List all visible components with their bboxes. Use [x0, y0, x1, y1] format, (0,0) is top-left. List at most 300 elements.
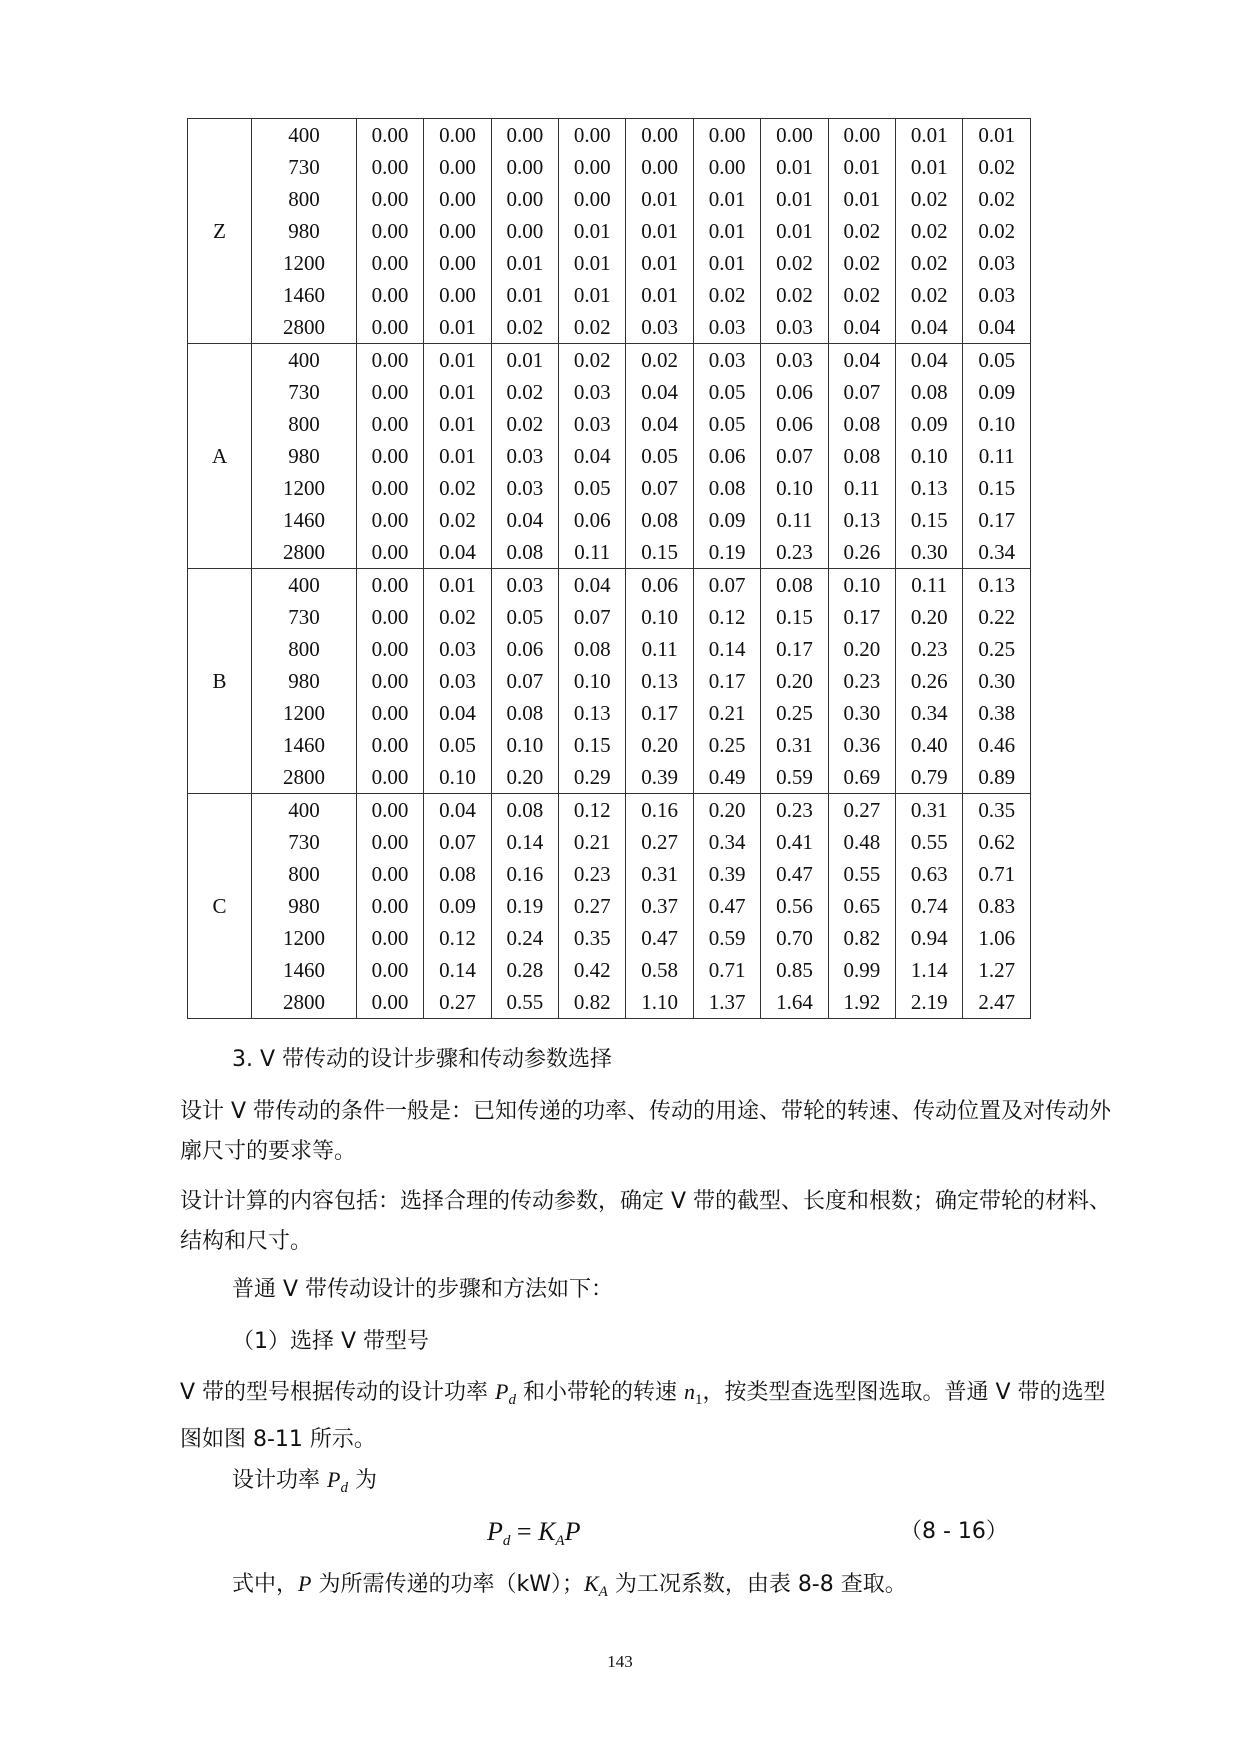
value-cell: 0.49: [693, 761, 760, 794]
table-row: [188, 119, 1031, 152]
value-cell: 0.00: [559, 183, 626, 215]
value-cell: 0.30: [963, 665, 1031, 697]
speed-cell: 2800: [252, 761, 357, 794]
value-cell: 0.55: [491, 986, 558, 1019]
speed-cell: 400: [252, 794, 357, 827]
value-cell: 0.04: [559, 569, 626, 602]
value-cell: 0.11: [896, 569, 963, 602]
table-row: [188, 344, 1031, 377]
value-cell: 0.02: [828, 215, 895, 247]
value-cell: 0.03: [963, 279, 1031, 311]
value-cell: 0.01: [424, 408, 491, 440]
table-row: [188, 665, 1031, 697]
value-cell: 0.74: [896, 890, 963, 922]
value-cell: 0.03: [693, 344, 760, 377]
value-cell: 0.00: [424, 279, 491, 311]
belt-type-cell: C: [188, 794, 252, 1019]
value-cell: 0.05: [491, 601, 558, 633]
value-cell: 0.00: [491, 215, 558, 247]
subheading-select-belt-type: （1）选择 V 带型号: [232, 1329, 430, 1354]
value-cell: 0.08: [761, 569, 828, 602]
value-cell: 0.00: [356, 890, 423, 922]
value-cell: 0.47: [626, 922, 693, 954]
value-cell: 0.05: [559, 472, 626, 504]
value-cell: 0.14: [693, 633, 760, 665]
value-cell: 0.05: [693, 408, 760, 440]
value-cell: 0.17: [963, 504, 1031, 536]
p7-text-a: 式中，: [232, 1572, 299, 1597]
value-cell: 0.00: [559, 151, 626, 183]
value-cell: 0.82: [828, 922, 895, 954]
value-cell: 0.00: [424, 247, 491, 279]
value-cell: 0.38: [963, 697, 1031, 729]
value-cell: 0.02: [559, 311, 626, 344]
value-cell: 0.00: [356, 954, 423, 986]
value-cell: 0.40: [896, 729, 963, 761]
p6-text-b: 为: [347, 1468, 377, 1493]
value-cell: 0.02: [963, 183, 1031, 215]
value-cell: 0.04: [896, 344, 963, 377]
p5-text-a: V 带的型号根据传动的设计功率: [180, 1380, 496, 1405]
value-cell: 0.23: [828, 665, 895, 697]
speed-cell: 800: [252, 858, 357, 890]
value-cell: 0.08: [491, 697, 558, 729]
speed-cell: 1460: [252, 729, 357, 761]
value-cell: 0.37: [626, 890, 693, 922]
value-cell: 0.02: [559, 344, 626, 377]
value-cell: 0.00: [626, 151, 693, 183]
table-row: [188, 408, 1031, 440]
value-cell: 0.20: [491, 761, 558, 794]
value-cell: 0.99: [828, 954, 895, 986]
value-cell: 0.10: [896, 440, 963, 472]
value-cell: 0.10: [626, 601, 693, 633]
value-cell: 0.39: [626, 761, 693, 794]
value-cell: 0.01: [963, 119, 1031, 152]
value-cell: 0.20: [693, 794, 760, 827]
value-cell: 0.34: [963, 536, 1031, 569]
table-row: [188, 633, 1031, 665]
value-cell: 0.04: [491, 504, 558, 536]
value-cell: 0.03: [424, 633, 491, 665]
value-cell: 0.00: [356, 376, 423, 408]
value-cell: 0.06: [761, 408, 828, 440]
value-cell: 0.00: [356, 794, 423, 827]
value-cell: 0.09: [693, 504, 760, 536]
table-row: [188, 729, 1031, 761]
value-cell: 0.11: [828, 472, 895, 504]
speed-cell: 1200: [252, 247, 357, 279]
value-cell: 0.00: [356, 665, 423, 697]
value-cell: 0.02: [896, 247, 963, 279]
speed-cell: 400: [252, 119, 357, 152]
value-cell: 0.20: [828, 633, 895, 665]
speed-cell: 730: [252, 376, 357, 408]
table-row: [188, 504, 1031, 536]
value-cell: 0.08: [424, 858, 491, 890]
value-cell: 0.06: [491, 633, 558, 665]
value-cell: 0.01: [828, 183, 895, 215]
value-cell: 0.02: [896, 183, 963, 215]
value-cell: 0.27: [559, 890, 626, 922]
paragraph-design-conditions: 设计 V 带传动的条件一般是：已知传递的功率、传动的用途、带轮的转速、传动位置及对传动外廓尺寸的要求等。: [180, 1099, 1112, 1164]
table-row: [188, 986, 1031, 1019]
value-cell: 0.69: [828, 761, 895, 794]
value-cell: 0.71: [963, 858, 1031, 890]
value-cell: 0.24: [491, 922, 558, 954]
value-cell: 0.01: [424, 311, 491, 344]
value-cell: 0.15: [559, 729, 626, 761]
value-cell: 0.17: [761, 633, 828, 665]
value-cell: 0.11: [963, 440, 1031, 472]
value-cell: 0.07: [693, 569, 760, 602]
value-cell: 0.03: [559, 408, 626, 440]
value-cell: 0.14: [491, 826, 558, 858]
value-cell: 0.00: [356, 858, 423, 890]
value-cell: 0.30: [828, 697, 895, 729]
value-cell: 0.01: [896, 119, 963, 152]
value-cell: 0.71: [693, 954, 760, 986]
value-cell: 0.01: [424, 569, 491, 602]
value-cell: 0.06: [559, 504, 626, 536]
value-cell: 0.23: [761, 794, 828, 827]
value-cell: 0.03: [693, 311, 760, 344]
value-cell: 0.34: [896, 697, 963, 729]
value-cell: 0.02: [491, 376, 558, 408]
value-cell: 0.08: [828, 408, 895, 440]
speed-cell: 2800: [252, 986, 357, 1019]
value-cell: 1.64: [761, 986, 828, 1019]
value-cell: 0.12: [559, 794, 626, 827]
value-cell: 0.00: [356, 504, 423, 536]
belt-type-cell: B: [188, 569, 252, 794]
value-cell: 0.15: [626, 536, 693, 569]
value-cell: 0.03: [424, 665, 491, 697]
belt-type-cell: Z: [188, 119, 252, 344]
value-cell: 0.11: [559, 536, 626, 569]
value-cell: 1.37: [693, 986, 760, 1019]
value-cell: 0.13: [626, 665, 693, 697]
paragraph-design-content: 设计计算的内容包括：选择合理的传动参数，确定 V 带的截型、长度和根数；确定带轮的材料、结构和尺寸。: [180, 1189, 1112, 1254]
table-row: [188, 601, 1031, 633]
value-cell: 0.00: [424, 151, 491, 183]
value-cell: 0.22: [963, 601, 1031, 633]
value-cell: 0.01: [693, 215, 760, 247]
table-row: [188, 826, 1031, 858]
value-cell: 0.00: [356, 536, 423, 569]
speed-cell: 980: [252, 665, 357, 697]
value-cell: 0.19: [491, 890, 558, 922]
value-cell: 0.05: [693, 376, 760, 408]
value-cell: 0.01: [626, 279, 693, 311]
table-row: [188, 279, 1031, 311]
speed-cell: 800: [252, 183, 357, 215]
value-cell: 0.65: [828, 890, 895, 922]
value-cell: 0.15: [761, 601, 828, 633]
value-cell: 0.36: [828, 729, 895, 761]
value-cell: 0.30: [896, 536, 963, 569]
value-cell: 0.03: [491, 569, 558, 602]
value-cell: 0.02: [424, 504, 491, 536]
value-cell: 0.19: [693, 536, 760, 569]
table-row: [188, 697, 1031, 729]
paragraph-design-power: [232, 1460, 377, 1508]
value-cell: 0.00: [828, 119, 895, 152]
value-cell: 0.00: [761, 119, 828, 152]
p6-text-a: 设计功率: [232, 1468, 327, 1493]
speed-cell: 2800: [252, 311, 357, 344]
value-cell: 0.03: [491, 440, 558, 472]
value-cell: 0.10: [828, 569, 895, 602]
value-cell: 0.70: [761, 922, 828, 954]
value-cell: 0.04: [424, 794, 491, 827]
value-cell: 0.00: [356, 183, 423, 215]
value-cell: 0.02: [761, 279, 828, 311]
value-cell: 0.04: [896, 311, 963, 344]
table-row: [188, 183, 1031, 215]
value-cell: 0.01: [491, 279, 558, 311]
value-cell: 0.05: [424, 729, 491, 761]
value-cell: 0.17: [828, 601, 895, 633]
value-cell: 0.89: [963, 761, 1031, 794]
value-cell: 0.00: [356, 344, 423, 377]
value-cell: 0.10: [491, 729, 558, 761]
table-row: [188, 536, 1031, 569]
p7-text-c: 为工况系数，由表 8-8 查取。: [607, 1572, 907, 1597]
value-cell: 0.01: [626, 247, 693, 279]
power-increment-table: [187, 118, 1031, 1019]
value-cell: 0.35: [963, 794, 1031, 827]
speed-cell: 1200: [252, 697, 357, 729]
speed-cell: 1460: [252, 954, 357, 986]
value-cell: 0.63: [896, 858, 963, 890]
table-row: [188, 247, 1031, 279]
speed-cell: 800: [252, 633, 357, 665]
belt-type-cell: A: [188, 344, 252, 569]
paragraph-formula-explanation: [232, 1564, 907, 1612]
p5-text-c: ，按类型查选型图选取。普通 V 带的选型图如图 8-11 所示。: [180, 1380, 1106, 1452]
value-cell: 0.00: [356, 119, 423, 152]
p5-text-b: 和小带轮的转速: [516, 1380, 684, 1405]
value-cell: 0.00: [356, 922, 423, 954]
value-cell: 0.04: [626, 376, 693, 408]
value-cell: 0.17: [693, 665, 760, 697]
value-cell: 0.04: [424, 536, 491, 569]
power-symbol: P: [298, 1571, 312, 1596]
value-cell: 0.04: [424, 697, 491, 729]
value-cell: 0.00: [356, 697, 423, 729]
value-cell: 0.03: [761, 311, 828, 344]
speed-cell: 1200: [252, 922, 357, 954]
value-cell: 0.13: [828, 504, 895, 536]
page-number: 143: [607, 1652, 633, 1671]
value-cell: 0.08: [693, 472, 760, 504]
value-cell: 0.03: [761, 344, 828, 377]
value-cell: 0.00: [356, 761, 423, 794]
speed-cell: 400: [252, 569, 357, 602]
speed-cell: 2800: [252, 536, 357, 569]
value-cell: 0.00: [356, 601, 423, 633]
value-cell: 0.41: [761, 826, 828, 858]
value-cell: 0.85: [761, 954, 828, 986]
value-cell: 0.17: [626, 697, 693, 729]
value-cell: 0.00: [356, 986, 423, 1019]
value-cell: 0.02: [896, 215, 963, 247]
value-cell: 0.23: [761, 536, 828, 569]
value-cell: 1.06: [963, 922, 1031, 954]
speed-cell: 730: [252, 601, 357, 633]
table-row: [188, 761, 1031, 794]
value-cell: 0.01: [828, 151, 895, 183]
speed-symbol: $n_1$: [684, 1379, 703, 1408]
value-cell: 0.01: [491, 247, 558, 279]
table-row: [188, 858, 1031, 890]
speed-cell: 980: [252, 890, 357, 922]
value-cell: 0.02: [828, 247, 895, 279]
section-heading: 3. V 带传动的设计步骤和传动参数选择: [232, 1047, 613, 1072]
value-cell: 0.47: [761, 858, 828, 890]
value-cell: 0.08: [828, 440, 895, 472]
design-power-symbol-2: $P_d$: [327, 1467, 348, 1496]
value-cell: 0.09: [963, 376, 1031, 408]
table-row: [188, 890, 1031, 922]
speed-cell: 730: [252, 151, 357, 183]
value-cell: 0.00: [356, 826, 423, 858]
value-cell: 0.55: [896, 826, 963, 858]
value-cell: 0.01: [559, 279, 626, 311]
value-cell: 0.31: [896, 794, 963, 827]
value-cell: 0.01: [626, 215, 693, 247]
value-cell: 0.00: [693, 151, 760, 183]
speed-cell: 980: [252, 215, 357, 247]
value-cell: 0.03: [491, 472, 558, 504]
value-cell: 0.00: [356, 729, 423, 761]
value-cell: 0.07: [559, 601, 626, 633]
value-cell: 0.01: [761, 151, 828, 183]
value-cell: 0.26: [828, 536, 895, 569]
value-cell: 0.10: [424, 761, 491, 794]
value-cell: 0.00: [559, 119, 626, 152]
paragraph-design-steps: 普通 V 带传动设计的步骤和方法如下：: [232, 1277, 614, 1302]
value-cell: 0.23: [896, 633, 963, 665]
value-cell: 0.27: [626, 826, 693, 858]
value-cell: 0.05: [963, 344, 1031, 377]
value-cell: 0.16: [491, 858, 558, 890]
speed-cell: 800: [252, 408, 357, 440]
value-cell: 2.19: [896, 986, 963, 1019]
value-cell: 0.00: [491, 151, 558, 183]
value-cell: 0.02: [693, 279, 760, 311]
value-cell: 0.00: [626, 119, 693, 152]
value-cell: 0.01: [896, 151, 963, 183]
value-cell: 1.27: [963, 954, 1031, 986]
value-cell: 0.13: [896, 472, 963, 504]
value-cell: 0.31: [626, 858, 693, 890]
value-cell: 0.00: [356, 440, 423, 472]
value-cell: 0.29: [559, 761, 626, 794]
table-row: [188, 794, 1031, 827]
value-cell: 0.00: [693, 119, 760, 152]
value-cell: 0.02: [491, 408, 558, 440]
value-cell: 0.01: [424, 440, 491, 472]
p7-text-b: 为所需传递的功率（kW）；: [311, 1572, 584, 1597]
value-cell: 0.59: [761, 761, 828, 794]
value-cell: 0.09: [424, 890, 491, 922]
formula-number: （8 - 16）: [900, 1519, 1008, 1544]
value-cell: 0.26: [896, 665, 963, 697]
value-cell: 0.10: [559, 665, 626, 697]
value-cell: 0.00: [356, 472, 423, 504]
value-cell: 0.11: [626, 633, 693, 665]
value-cell: 0.02: [424, 601, 491, 633]
value-cell: 0.00: [424, 183, 491, 215]
value-cell: 0.00: [356, 633, 423, 665]
table-row: [188, 569, 1031, 602]
value-cell: 0.01: [761, 215, 828, 247]
speed-cell: 1460: [252, 504, 357, 536]
value-cell: 0.04: [559, 440, 626, 472]
value-cell: 0.55: [828, 858, 895, 890]
speed-cell: 730: [252, 826, 357, 858]
value-cell: 0.06: [761, 376, 828, 408]
value-cell: 0.09: [896, 408, 963, 440]
value-cell: 0.13: [963, 569, 1031, 602]
value-cell: 0.56: [761, 890, 828, 922]
value-cell: 0.14: [424, 954, 491, 986]
table-row: [188, 215, 1031, 247]
design-power-formula: $P_d = K_AP$: [487, 1517, 581, 1549]
value-cell: 0.05: [626, 440, 693, 472]
value-cell: 0.79: [896, 761, 963, 794]
value-cell: 0.12: [424, 922, 491, 954]
value-cell: 0.02: [896, 279, 963, 311]
table-row: [188, 472, 1031, 504]
value-cell: 0.02: [424, 472, 491, 504]
value-cell: 0.00: [356, 279, 423, 311]
value-cell: 0.13: [559, 697, 626, 729]
speed-cell: 400: [252, 344, 357, 377]
value-cell: 0.47: [693, 890, 760, 922]
value-cell: 0.01: [491, 344, 558, 377]
value-cell: 0.00: [491, 183, 558, 215]
value-cell: 1.14: [896, 954, 963, 986]
condition-factor-symbol: $K_A$: [583, 1571, 608, 1600]
value-cell: 0.27: [828, 794, 895, 827]
value-cell: 0.06: [693, 440, 760, 472]
design-power-symbol: $P_d$: [495, 1379, 516, 1408]
value-cell: 0.01: [424, 376, 491, 408]
value-cell: 0.04: [626, 408, 693, 440]
value-cell: 0.02: [963, 151, 1031, 183]
value-cell: 0.10: [761, 472, 828, 504]
value-cell: 0.03: [626, 311, 693, 344]
value-cell: 0.01: [626, 183, 693, 215]
value-cell: 0.00: [424, 215, 491, 247]
value-cell: 0.28: [491, 954, 558, 986]
value-cell: 0.00: [356, 247, 423, 279]
value-cell: 0.07: [761, 440, 828, 472]
value-cell: 0.07: [424, 826, 491, 858]
value-cell: 0.21: [559, 826, 626, 858]
value-cell: 0.15: [963, 472, 1031, 504]
speed-cell: 980: [252, 440, 357, 472]
value-cell: 0.02: [828, 279, 895, 311]
value-cell: 0.62: [963, 826, 1031, 858]
value-cell: 0.01: [693, 183, 760, 215]
value-cell: 0.00: [356, 215, 423, 247]
value-cell: 0.08: [491, 794, 558, 827]
value-cell: 0.11: [761, 504, 828, 536]
